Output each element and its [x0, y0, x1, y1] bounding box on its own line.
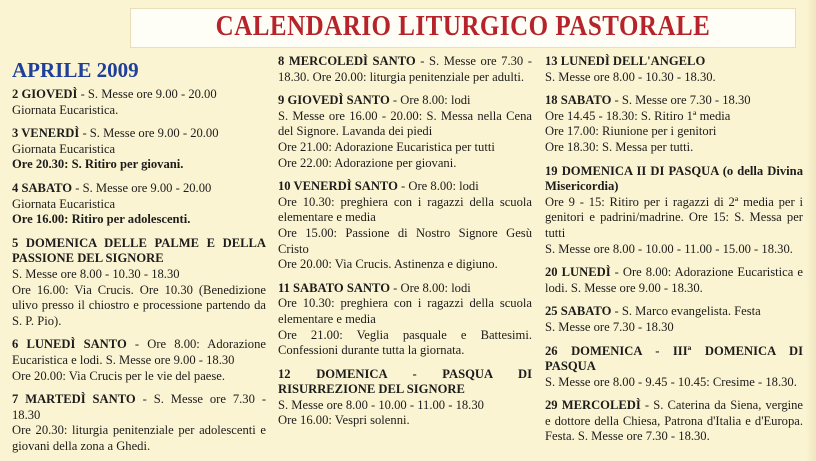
header: [0, 0, 816, 52]
entry-line: S. Messe ore 8.00 - 10.00 - 11.00 - 15.00 - 18.30.: [545, 241, 793, 256]
calendar-entry: [278, 54, 532, 85]
entry-highlight-line: Ore 16.00: Ritiro per adolescenti.: [12, 212, 191, 227]
entry-first-line: [12, 337, 266, 368]
calendar-entry: [545, 265, 803, 296]
entry-line: Ore 16.00: Vespri solenni.: [278, 413, 410, 428]
entry-summary: - S. Marco evangelista. Festa: [611, 304, 761, 319]
page-edge: [806, 0, 816, 461]
entry-summary: - Ore 8.00: lodi: [389, 280, 471, 295]
entry-line: Ore 14.45 - 18.30: S. Ritiro 1ª media: [545, 108, 731, 123]
entry-day-heading: 8 MERCOLEDÌ SANTO: [278, 54, 416, 68]
entry-line: Ore 9 - 15: Ritiro per i ragazzi di 2ª media per i genitori e padrini/madrine. Ore 15: S. Messa per tutti: [545, 194, 803, 240]
entry-highlight-line: Ore 20.30: S. Ritiro per giovani.: [12, 157, 184, 172]
entry-first-line: [545, 93, 803, 109]
entry-line: Giornata Eucaristica.: [12, 102, 119, 117]
entry-summary: - S. Messe ore 9.00 - 20.00: [77, 87, 217, 101]
entry-line: Ore 22.00: Adorazione per giovani.: [278, 155, 457, 170]
calendar-entry: [12, 392, 266, 454]
entry-first-line: [12, 392, 266, 423]
entry-line: Giornata Eucaristica: [12, 196, 116, 211]
entry-line: Ore 15.00: Passione di Nostro Signore Gesù Cristo: [278, 225, 532, 256]
page-title: CALENDARIO LITURGICO PASTORALE: [215, 11, 711, 42]
calendar-entry: [278, 93, 532, 171]
entry-first-line: [545, 304, 803, 320]
entry-day-heading: 20 LUNEDÌ: [545, 265, 611, 280]
entry-first-line: [278, 281, 532, 297]
entry-line: S. Messe ore 16.00 - 20.00: S. Messa nella Cena del Signore. Lavanda dei piedi: [278, 108, 532, 139]
entry-day-heading: 13 LUNEDÌ DELL'ANGELO: [545, 54, 706, 68]
entry-first-line: [545, 54, 803, 70]
entry-day-heading: 18 SABATO: [545, 93, 612, 108]
calendar-entry: [545, 54, 803, 85]
entry-line: Ore 18.30: S. Messa per tutti.: [545, 139, 694, 154]
entry-first-line: [278, 93, 532, 109]
calendar-entry: [278, 281, 532, 359]
entry-line: S. Messe ore 8.00 - 10.00 - 11.00 - 18.30: [278, 397, 484, 412]
column-3: [545, 52, 803, 461]
entry-day-heading: 29 MERCOLEDÌ: [545, 398, 641, 413]
entry-day-heading: 4 SABATO: [12, 180, 73, 195]
entry-first-line: [12, 126, 266, 142]
calendar-entry: [545, 93, 803, 155]
entry-day-heading: 6 LUNEDÌ SANTO: [12, 337, 127, 352]
calendar-entry: [12, 181, 266, 228]
entry-first-line: [278, 179, 532, 195]
entry-line: Ore 20.00: Via Crucis. Astinenza e digiuno.: [278, 257, 498, 272]
entries-col1: [12, 87, 266, 454]
entry-summary: - S. Messe ore 9.00 - 20.00: [79, 126, 219, 141]
calendar-entry: [545, 304, 803, 335]
entry-line: Ore 20.30: liturgia penitenziale per adolescenti e giovani della zona a Ghedi.: [12, 423, 266, 453]
entry-day-heading: 11 SABATO SANTO: [278, 280, 390, 295]
entries-col2: [278, 54, 532, 429]
calendar-entry: [545, 344, 803, 391]
entry-day-heading: 3 VENERDÌ: [12, 126, 80, 141]
entry-day-heading: 19 DOMENICA II DI PASQUA (o della Divina Misericordia): [545, 163, 803, 194]
calendar-entry: [12, 337, 266, 384]
entry-first-line: [545, 265, 803, 296]
entry-line: Giornata Eucaristica: [12, 141, 116, 156]
entry-day-heading: 26 DOMENICA - IIIª DOMENICA DI PASQUA: [545, 343, 803, 374]
calendar-entry: [278, 367, 532, 429]
entries-col3: [545, 54, 803, 445]
entry-line: Ore 21.00: Veglia pasquale e Battesimi. Confessioni durante tutta la giornata.: [278, 327, 532, 358]
entry-first-line: [278, 367, 532, 398]
entry-summary: - S. Caterina da Siena, vergine e dottore della Chiesa, Patrona d'Italia e d'Europa. Festa. S. Messe ore 7.30 - 18.30.: [545, 398, 803, 444]
entry-line: Ore 10.30: preghiera con i ragazzi della scuola elementare e media: [278, 296, 532, 326]
entry-line: Ore 10.30: preghiera con i ragazzi della scuola elementare e media: [278, 194, 532, 225]
calendar-entry: [12, 87, 266, 118]
entry-summary: - Ore 8.00: Adorazione Eucaristica e lodi. S. Messe ore 9.00 - 18.30: [12, 337, 266, 367]
entry-summary: - Ore 8.00: lodi: [397, 179, 479, 194]
entry-line: S. Messe ore 7.30 - 18.30: [545, 319, 674, 334]
entry-line: S. Messe ore 8.00 - 10.30 - 18.30: [12, 266, 180, 281]
calendar-entry: [545, 398, 803, 445]
title-box: [130, 8, 796, 48]
entry-summary: - S. Messe ore 7.30 - 18.30: [12, 392, 267, 422]
entry-first-line: [545, 398, 803, 445]
entry-day-heading: 5 DOMENICA DELLE PALME E DELLA PASSIONE DEL SIGNORE: [12, 235, 266, 266]
entry-first-line: [278, 54, 532, 85]
entry-line: Ore 17.00: Riunione per i genitori: [545, 124, 717, 139]
calendar-entry: [12, 236, 266, 330]
entry-line: Ore 20.00: Via Crucis per le vie del paese.: [12, 368, 226, 383]
entry-first-line: [545, 344, 803, 375]
entry-day-heading: 12 DOMENICA - PASQUA DI RISURREZIONE DEL SIGNORE: [278, 366, 532, 397]
entry-line: S. Messe ore 8.00 - 9.45 - 10.45: Cresime - 18.30.: [545, 374, 797, 389]
calendar-entry: [12, 126, 266, 173]
entry-day-heading: 10 VENERDÌ SANTO: [278, 179, 398, 194]
entry-first-line: [12, 236, 266, 267]
entry-line: Ore 21.00: Adorazione Eucaristica per tutti: [278, 139, 495, 154]
calendar-entry: [545, 164, 803, 258]
calendar-entry: [278, 179, 532, 273]
entry-day-heading: 2 GIOVEDÌ: [12, 87, 78, 101]
entry-day-heading: 25 SABATO: [545, 304, 612, 319]
entry-first-line: [545, 164, 803, 195]
entry-first-line: [12, 181, 266, 197]
column-1: [12, 52, 266, 461]
entry-summary: - S. Messe ore 7.30 - 18.30: [611, 93, 751, 108]
entry-first-line: [12, 87, 266, 103]
entry-summary: - Ore 8.00: lodi: [389, 93, 471, 108]
entry-line: S. Messe ore 8.00 - 10.30 - 18.30.: [545, 69, 716, 84]
entry-summary: - S. Messe ore 9.00 - 20.00: [72, 180, 212, 195]
entry-day-heading: 7 MARTEDÌ SANTO: [12, 392, 136, 407]
column-2: [278, 52, 532, 461]
entry-summary: - S. Messe ore 7.30 - 18.30. Ore 20.00: liturgia penitenziale per adulti.: [278, 54, 532, 84]
entry-day-heading: 9 GIOVEDÌ SANTO: [278, 93, 390, 108]
month-heading: APRILE 2009: [12, 58, 139, 82]
entry-summary: - Ore 8.00: Adorazione Eucaristica e lodi. S. Messe ore 9.00 - 18.30.: [545, 265, 803, 295]
entry-line: Ore 16.00: Via Crucis. Ore 10.30 (Benedizione ulivo presso il chiostro e processione partendo da S. P. Pio).: [12, 282, 266, 328]
